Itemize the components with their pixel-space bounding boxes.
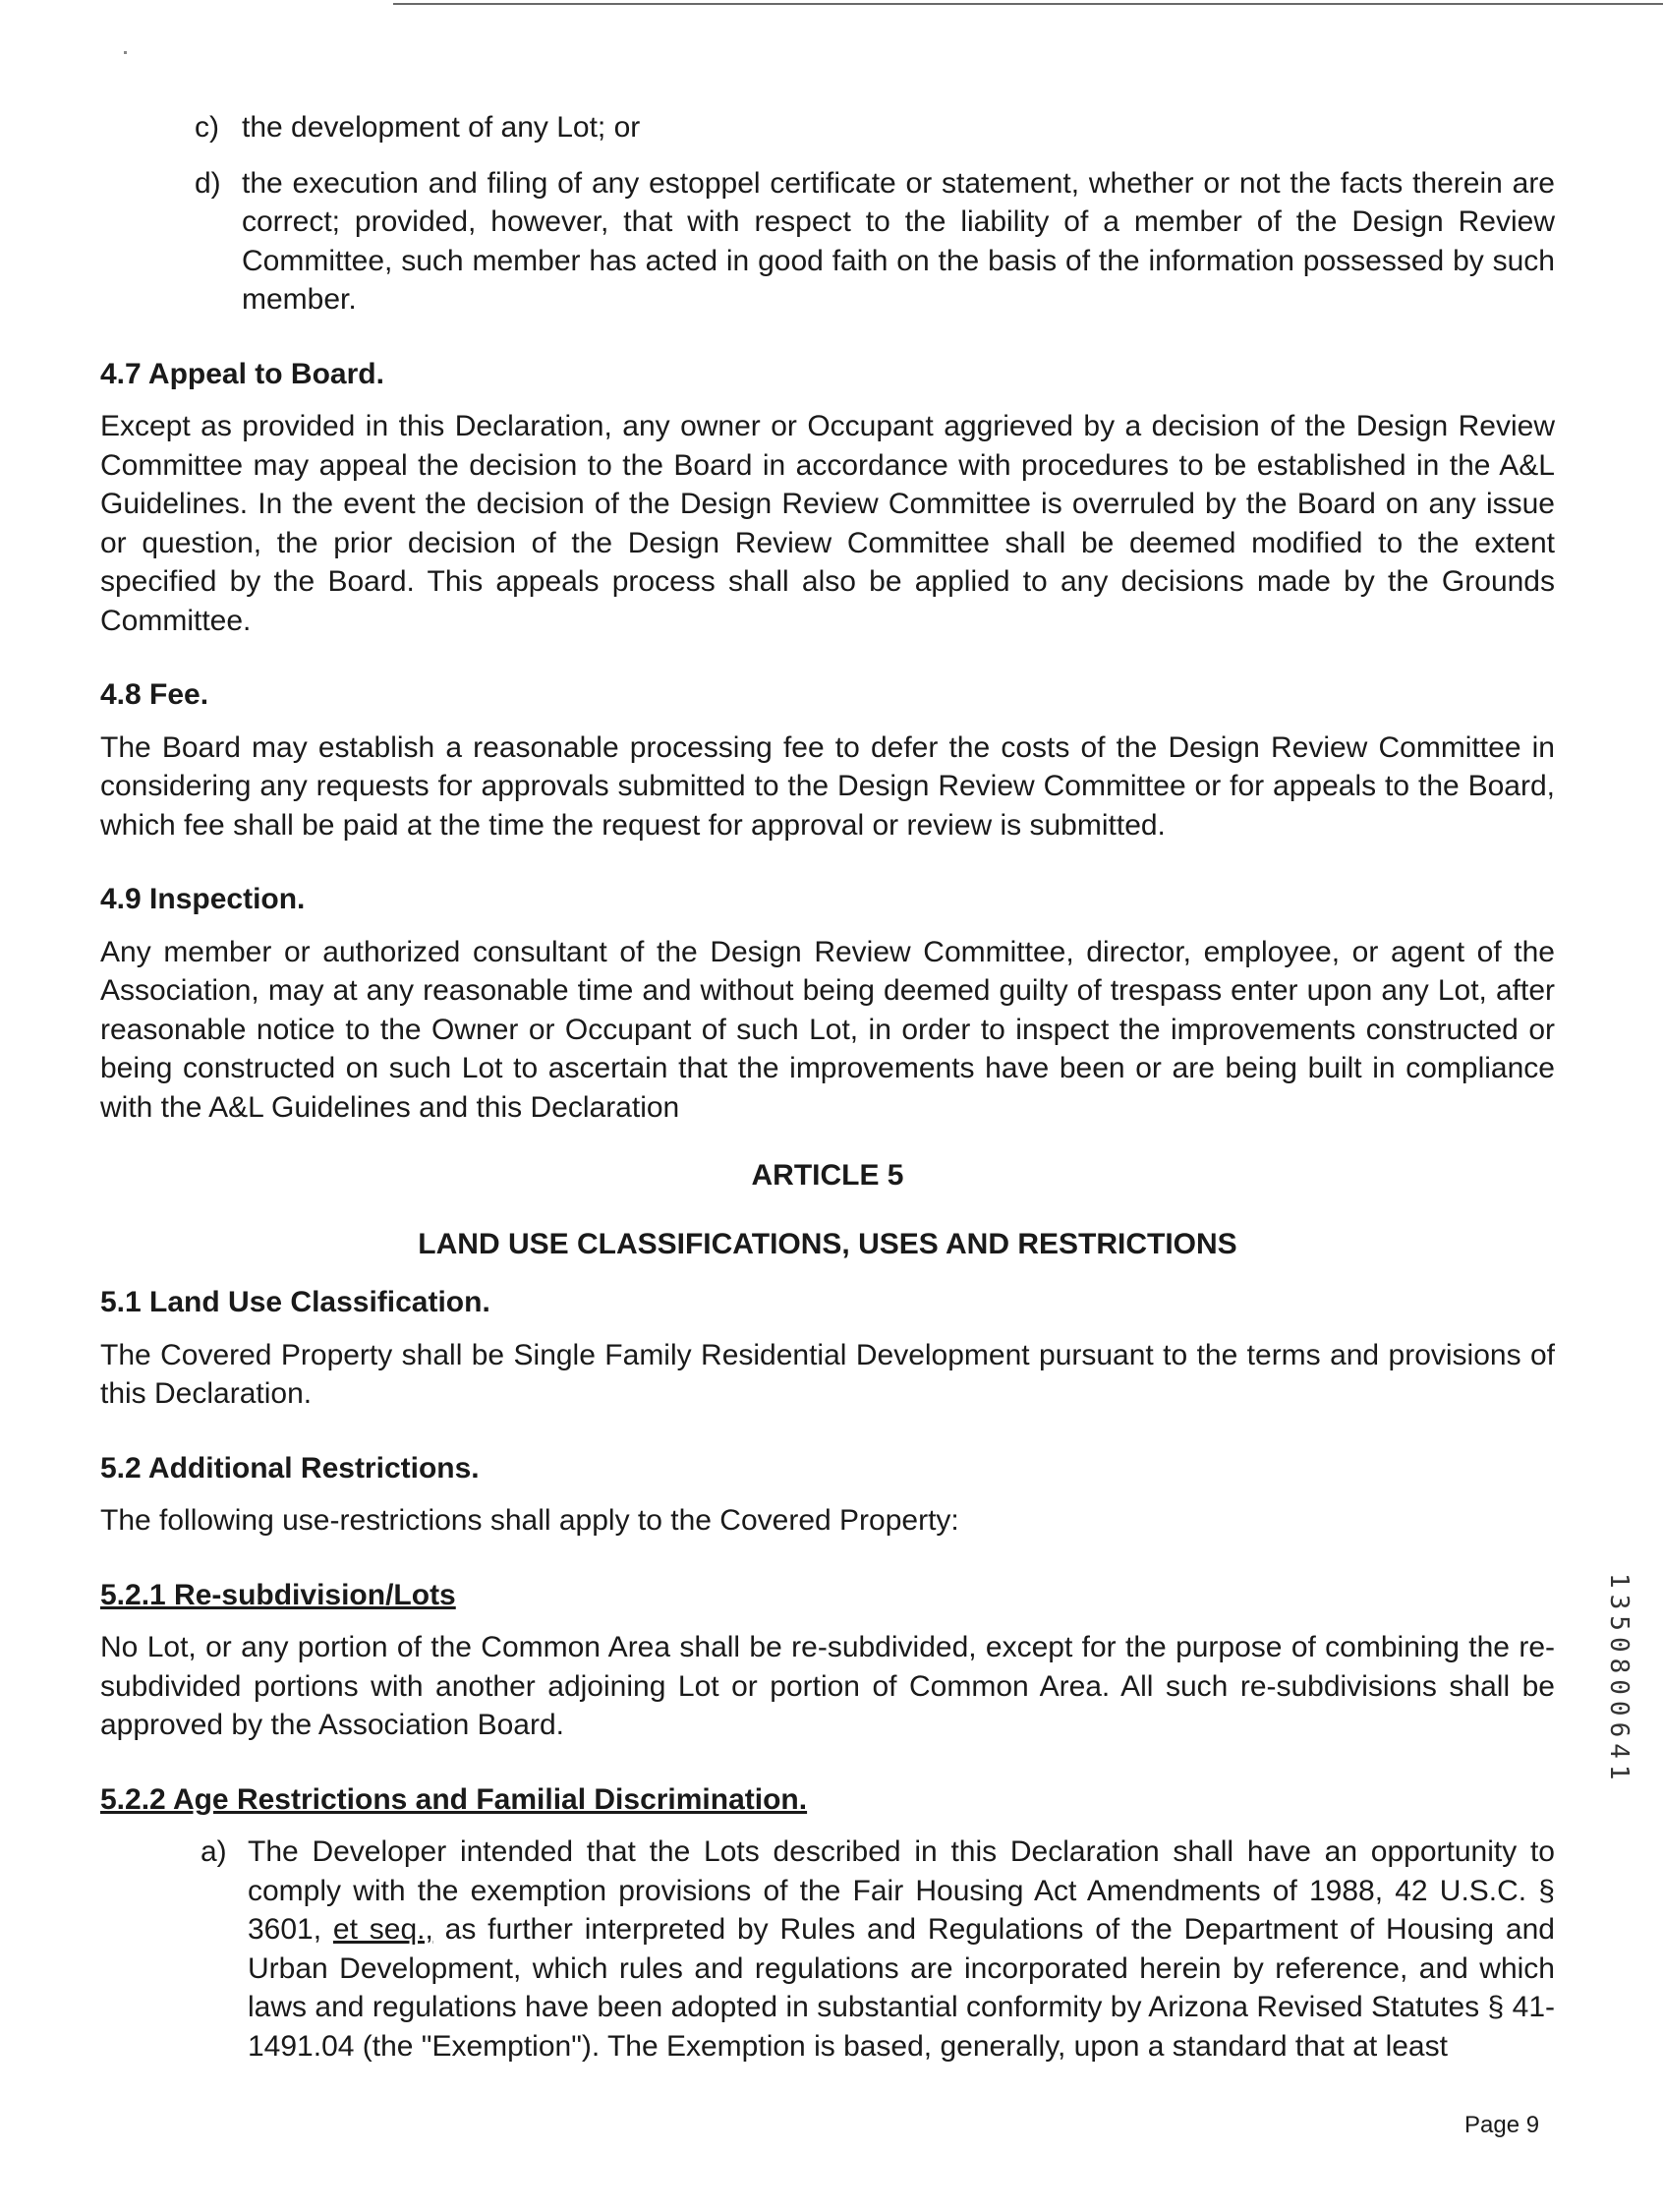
page-number: Page 9 xyxy=(1464,2112,1540,2138)
section-heading-5-2: 5.2 Additional Restrictions. xyxy=(100,1451,480,1484)
list-marker: d) xyxy=(195,166,221,200)
scan-speck xyxy=(124,51,127,54)
section-heading-4-9: 4.9 Inspection. xyxy=(100,883,306,915)
section-heading-5-2-1: 5.2.1 Re-subdivision/Lots xyxy=(100,1578,456,1611)
list-text: the execution and filing of any estoppel certificate or statement, whether or not the facts therein are correct; provided, however, that with respect to the liability of a member of the Design Review Committee, such member has acted in good faith on the basis of the information possessed by such member. xyxy=(242,166,1555,316)
section-heading-4-8: 4.8 Fee. xyxy=(100,678,209,711)
section-body-4-7: Except as provided in this Declaration, any owner or Occupant aggrieved by a decision of the Design Review Committee may appeal the decision to the Board in accordance with procedures to be established in the A&L Guidelines. In the event the decision of the Design Review Committee is overruled by the Board on any issue or question, the prior decision of the Design Review Committee shall be deemed modified to the extent specified by the Board. This appeals process shall also be applied to any decisions made by the Grounds Committee. xyxy=(100,410,1555,637)
section-body-5-1: The Covered Property shall be Single Family Residential Development pursuant to the terms and provisions of this Declaration. xyxy=(100,1338,1555,1410)
et-seq-underlined: et seq., xyxy=(332,1913,433,1946)
section-heading-5-2-2: 5.2.2 Age Restrictions and Familial Discrimination. xyxy=(100,1782,808,1816)
list-marker: c) xyxy=(195,111,219,144)
section-body-5-2: The following use-restrictions shall apply to the Covered Property: xyxy=(100,1504,959,1537)
text-before: The Developer intended that the Lots described in this Declaration shall have an opportunity to comply with the exemption provisions of the Fair Housing Act Amendments of 1988, 42 U.S.C. § 3601, xyxy=(248,1835,1555,1946)
list-item-a xyxy=(100,1833,1555,2066)
article-title: LAND USE CLASSIFICATIONS, USES AND RESTRICTIONS xyxy=(418,1227,1237,1260)
list-text: the development of any Lot; or xyxy=(242,111,641,144)
text-after: as further interpreted by Rules and Regulations of the Department of Housing and Urban Development, which rules and regulations are incorporated herein by reference, and which laws and regulations have been adopted in substantial conformity by Arizona Revised Statutes § 41-1491.04 (the "Exemption"). The Exemption is based, generally, upon a standard that at least xyxy=(248,1913,1555,2063)
section-body-4-9: Any member or authorized consultant of the Design Review Committee, director, employee, or agent of the Association, may at any reasonable time and without being deemed guilty of trespass enter upon any Lot, after reasonable notice to the Owner or Occupant of such Lot, in order to inspect the improvements constructed or being constructed on such Lot to ascertain that the improvements have been or are being built in compliance with the A&L Guidelines and this Declaration xyxy=(100,935,1555,1124)
section-heading-4-7: 4.7 Appeal to Board. xyxy=(100,357,384,390)
top-scan-edge-line xyxy=(393,3,1663,5)
list-item-d xyxy=(100,164,1555,320)
document-page xyxy=(100,108,1555,2082)
list-marker: a) xyxy=(201,1835,227,1868)
section-heading-5-1: 5.1 Land Use Classification. xyxy=(100,1286,490,1318)
list-item-c xyxy=(100,108,1555,147)
article-number: ARTICLE 5 xyxy=(751,1159,904,1192)
side-document-stamp: 1350800641 xyxy=(1604,1573,1634,1786)
section-body-5-2-1: No Lot, or any portion of the Common Area shall be re-subdivided, except for the purpose of combining the re-subdivided portions with another adjoining Lot or portion of Common Area. All such re-subdivisions shall be approved by the Association Board. xyxy=(100,1631,1555,1741)
list-text xyxy=(248,1833,1555,2066)
section-body-4-8: The Board may establish a reasonable processing fee to defer the costs of the Design Review Committee in considering any requests for approvals submitted to the Design Review Committee or for appeals to the Board, which fee shall be paid at the time the request for approval or review is submitted. xyxy=(100,730,1555,842)
